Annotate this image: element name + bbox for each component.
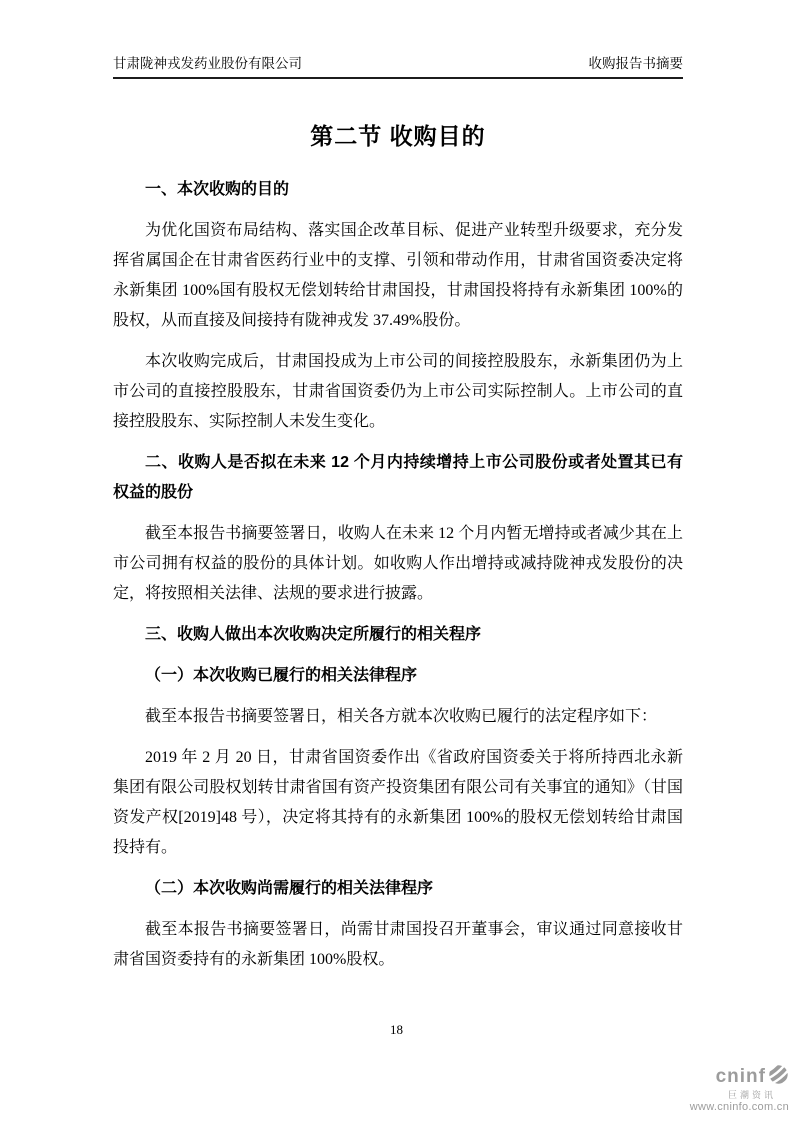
section-heading-3: 三、收购人做出本次收购决定所履行的相关程序 [145, 626, 482, 643]
running-header [113, 55, 683, 79]
paragraph: 2019 年 2 月 20 日，甘肃省国资委作出《省政府国资委关于将所持西北永新集团有限公司股权划转甘肃省国有资产投资集团有限公司有关事宜的通知》（甘国资发产权[2019]48 号），决定将其持有的永新集团 100%的股权无偿划转给甘肃国投持有。 [113, 749, 683, 856]
header-doc-type: 收购报告书摘要 [588, 56, 683, 71]
page-number: 18 [390, 1022, 403, 1037]
paragraph: 本次收购完成后，甘肃国投成为上市公司的间接控股股东，永新集团仍为上市公司的直接控股股东，甘肃省国资委仍为上市公司实际控制人。上市公司的直接控股股东、实际控制人未发生变化。 [113, 353, 683, 430]
paragraph: 为优化国资布局结构、落实国企改革目标、促进产业转型升级要求，充分发挥省属国企在甘肃省医药行业中的支撑、引领和带动作用，甘肃省国资委决定将永新集团 100%国有股权无偿划转给甘肃国投，甘肃国投将持有永新集团 100%的股权，从而直接及间接持有陇神戎发 37.49%股份。 [113, 222, 683, 329]
page-title: 第二节 收购目的 [310, 123, 486, 149]
subsection-heading-1: （一）本次收购已履行的相关法律程序 [145, 667, 418, 684]
section-heading-2: 二、收购人是否拟在未来 12 个月内持续增持上市公司股份或者处置其已有权益的股份 [113, 454, 683, 501]
cninfo-caption: 巨潮资讯 [727, 1090, 776, 1100]
paragraph: 截至本报告书摘要签署日，收购人在未来 12 个月内暂无增持或者减少其在上市公司拥有权益的股份的具体计划。如收购人作出增持或减持陇神戎发股份的决定，将按照相关法律、法规的要求进行披露。 [113, 525, 683, 602]
paragraph: 截至本报告书摘要签署日，尚需甘肃国投召开董事会，审议通过同意接收甘肃省国资委持有的永新集团 100%股权。 [113, 921, 683, 968]
header-company-name: 甘肃陇神戎发药业股份有限公司 [113, 56, 302, 71]
logo-row [690, 1064, 789, 1090]
paragraph: 截至本报告书摘要签署日，相关各方就本次收购已履行的法定程序如下： [145, 708, 658, 725]
document-body [113, 106, 683, 986]
cninfo-swirl-icon [768, 1064, 789, 1090]
section-heading-1: 一、本次收购的目的 [145, 181, 290, 198]
cninfo-logo [690, 1064, 789, 1114]
cninfo-url: www.cninfo.com.cn [689, 1101, 789, 1113]
cninfo-brand-text: cninf [715, 1066, 766, 1087]
subsection-heading-2: （二）本次收购尚需履行的相关法律程序 [145, 880, 434, 897]
